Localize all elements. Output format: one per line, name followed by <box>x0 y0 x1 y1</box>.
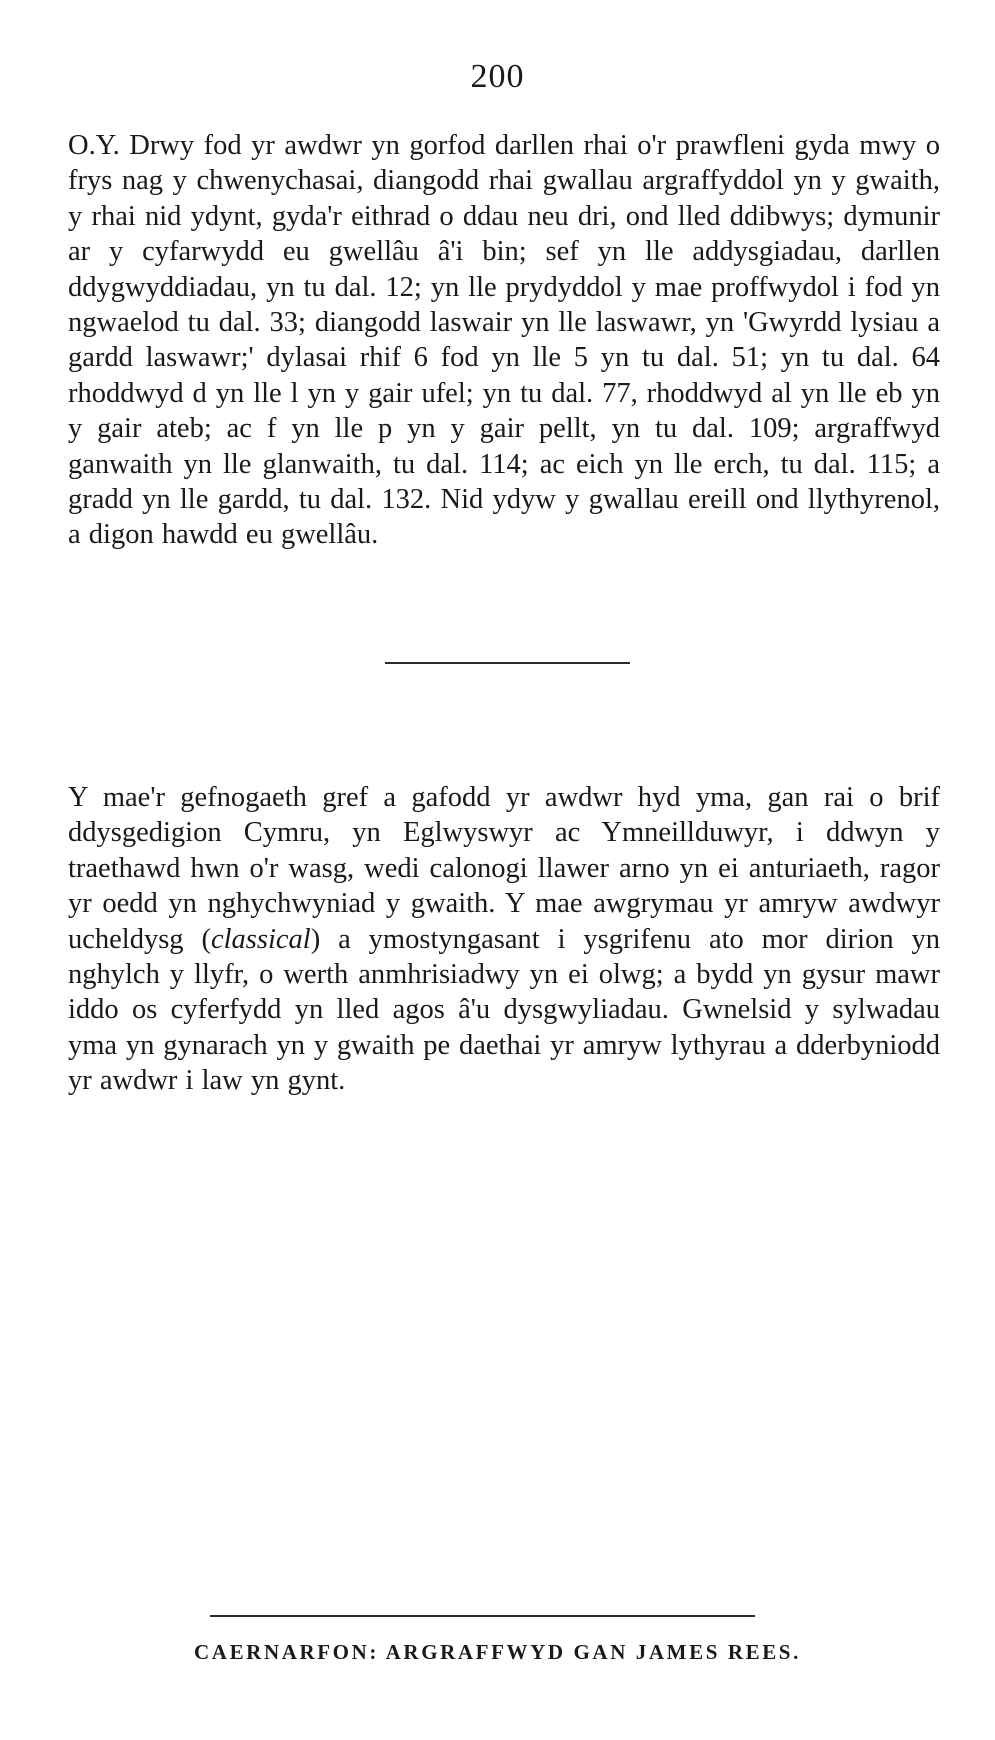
errata-paragraph: O.Y. Drwy fod yr awdwr yn gorfod darllen rhai o'r prawfleni gyda mwy o frys nag y chwenychasai, diangodd rhai gwallau argraffyddol yn y gwaith, y rhai nid ydynt, gyda'r eithrad o ddau neu dri, ond lled ddibwys; dymunir ar y cyfarwydd eu gwellâu â'i bin; sef yn lle addysgiadau, darllen ddygwyddiadau, yn tu dal. 12; yn lle prydyddol y mae proffwydol i fod yn ngwaelod tu dal. 33; diangodd laswair yn lle laswawr, yn 'Gwyrdd lysiau a gardd laswawr;' dylasai rhif 6 fod yn lle 5 yn tu dal. 51; yn tu dal. 64 rhoddwyd d yn lle l yn y gair ufel; yn tu dal. 77, rhoddwyd al yn lle eb yn y gair ateb; ac f yn lle p yn y gair pellt, yn tu dal. 109; argraffwyd ganwaith yn lle glanwaith, tu dal. 114; ac eich yn lle erch, tu dal. 115; a gradd yn lle gardd, tu dal. 132. Nid ydyw y gwallau ereill ond llythyrenol, a digon hawdd eu gwellâu. <box>68 130 940 551</box>
acknowledgement-paragraph <box>68 780 940 1099</box>
page-number: 200 <box>470 58 525 95</box>
printer-imprint: CAERNARFON: ARGRAFFWYD GAN JAMES REES. <box>194 1640 801 1664</box>
acknowledgement-text-end: ) a ymostyngasant i ysgrifenu ato mor dirion yn nghylch y llyfr, o werth anmhrisiadwy yn ei olwg; a bydd yn gysur mawr iddo os cyferfydd yn lled agos â'u dysgwyliadau. Gwnelsid y sylwadau yma yn gynarach yn y gwaith pe daethai yr amryw lythyrau a dderbyniodd yr awdwr i law yn gynt. <box>68 923 940 1097</box>
section-divider <box>385 662 630 664</box>
acknowledgement-italic-term: classical <box>210 923 311 955</box>
acknowledgement-text-start: Y mae'r gefnogaeth gref a gafodd yr awdwr hyd yma, gan rai o brif ddysgedigion Cymru, yn Eglwyswyr ac Ymneillduwyr, i ddwyn y traethawd hwn o'r wasg, wedi calonogi llawer arno yn ei anturiaeth, ragor yr oedd yn nghychwyniad y gwaith. Y mae awgrymau yr amryw awdwyr ucheldysg ( <box>68 782 940 955</box>
imprint-rule <box>210 1615 755 1617</box>
